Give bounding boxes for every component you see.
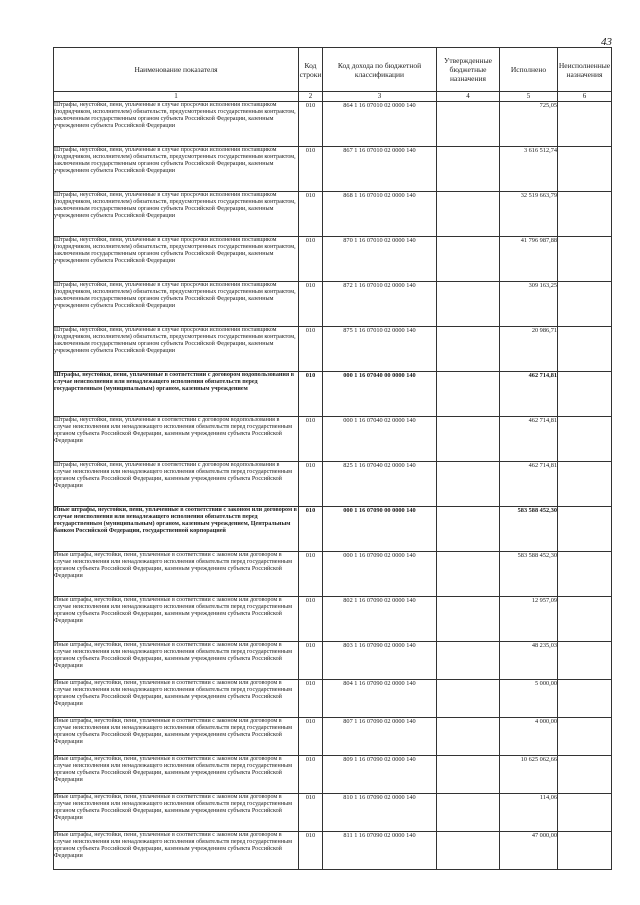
row-line-code: 010 [299,102,323,147]
row-unexecuted [558,552,612,597]
row-revenue-code: 000 1 16 07090 00 0000 140 [323,507,437,552]
row-line-code: 010 [299,282,323,327]
row-revenue-code: 825 1 16 07040 02 0000 140 [323,462,437,507]
column-number: 6 [558,92,612,102]
row-unexecuted [558,462,612,507]
row-name: Штрафы, неустойки, пени, уплаченные в случае просрочки исполнения поставщиком (подрядчиком, исполнителем) обязательств, предусмотренных государственным контрактом, заключенным государственным органом субъекта Российской Федерации, казенным учреждением субъекта Российской Федерации [54,282,299,327]
row-line-code: 010 [299,718,323,756]
row-budget [437,794,500,832]
row-budget [437,718,500,756]
table-row [54,417,612,462]
page-number: 43 [601,36,612,48]
column-number: 3 [323,92,437,102]
row-executed: 3 616 512,74 [500,147,558,192]
header-line: Код строки [299,48,323,92]
row-executed: 10 625 062,66 [500,756,558,794]
row-line-code: 010 [299,327,323,372]
row-revenue-code: 810 1 16 07090 02 0000 140 [323,794,437,832]
table-row [54,756,612,794]
row-revenue-code: 804 1 16 07090 02 0000 140 [323,680,437,718]
table-row [54,832,612,870]
row-revenue-code: 867 1 16 07010 02 0000 140 [323,147,437,192]
row-budget [437,192,500,237]
table-row [54,718,612,756]
revenue-table [53,47,612,870]
row-line-code: 010 [299,832,323,870]
row-unexecuted [558,237,612,282]
row-line-code: 010 [299,680,323,718]
row-executed: 583 588 452,30 [500,507,558,552]
row-name: Иные штрафы, неустойки, пени, уплаченные в соответствии с законом или договором в случае неисполнения или ненадлежащего исполнения обязательств перед государственным органом субъекта Российской Федерации, казенным учреждением субъекта Российской Федерации [54,680,299,718]
row-revenue-code: 870 1 16 07010 02 0000 140 [323,237,437,282]
header-code: Код дохода по бюджетной классификации [323,48,437,92]
row-budget [437,680,500,718]
row-line-code: 010 [299,462,323,507]
row-name: Штрафы, неустойки, пени, уплаченные в соответствии с договором водопользования в случае неисполнения или ненадлежащего исполнения обязательств перед государственным (муниципальным) органом, казенным учреждением [54,372,299,417]
row-revenue-code: 811 1 16 07090 02 0000 140 [323,832,437,870]
row-budget [437,552,500,597]
table-row [54,192,612,237]
table-row [54,237,612,282]
row-revenue-code: 868 1 16 07010 02 0000 140 [323,192,437,237]
row-revenue-code: 000 1 16 07040 00 0000 140 [323,372,437,417]
table-row [54,642,612,680]
row-unexecuted [558,794,612,832]
row-line-code: 010 [299,507,323,552]
row-name: Иные штрафы, неустойки, пени, уплаченные в соответствии с законом или договором в случае неисполнения или ненадлежащего исполнения обязательств перед государственным органом субъекта Российской Федерации, казенным учреждением субъекта Российской Федерации [54,642,299,680]
header-name: Наименование показателя [54,48,299,92]
row-name: Штрафы, неустойки, пени, уплаченные в случае просрочки исполнения поставщиком (подрядчиком, исполнителем) обязательств, предусмотренных государственным контрактом, заключенным государственным органом субъекта Российской Федерации, казенным учреждением субъекта Российской Федерации [54,102,299,147]
row-executed: 725,05 [500,102,558,147]
row-executed: 462 714,81 [500,372,558,417]
row-name: Иные штрафы, неустойки, пени, уплаченные в соответствии с законом или договором в случае неисполнения или ненадлежащего исполнения обязательств перед государственным органом субъекта Российской Федерации, казенным учреждением субъекта Российской Федерации [54,552,299,597]
row-line-code: 010 [299,552,323,597]
row-line-code: 010 [299,756,323,794]
row-revenue-code: 000 1 16 07040 02 0000 140 [323,417,437,462]
row-unexecuted [558,642,612,680]
column-number: 4 [437,92,500,102]
row-line-code: 010 [299,147,323,192]
row-executed: 32 519 663,79 [500,192,558,237]
row-revenue-code: 803 1 16 07090 02 0000 140 [323,642,437,680]
row-name: Иные штрафы, неустойки, пени, уплаченные в соответствии с законом или договором в случае неисполнения или ненадлежащего исполнения обязательств перед государственным органом субъекта Российской Федерации, казенным учреждением субъекта Российской Федерации [54,794,299,832]
row-unexecuted [558,372,612,417]
row-budget [437,372,500,417]
row-unexecuted [558,680,612,718]
table-row [54,282,612,327]
row-name: Штрафы, неустойки, пени, уплаченные в соответствии с договором водопользования в случае неисполнения или ненадлежащего исполнения обязательств перед государственным органом субъекта Российской Федерации, казенным учреждением субъекта Российской Федерации [54,462,299,507]
row-line-code: 010 [299,417,323,462]
header-row [54,48,612,92]
header-done: Исполнено [500,48,558,92]
row-executed: 20 986,71 [500,327,558,372]
row-executed: 462 714,81 [500,417,558,462]
row-budget [437,756,500,794]
row-executed: 5 000,00 [500,680,558,718]
column-number-row [54,92,612,102]
row-budget [437,327,500,372]
row-unexecuted [558,282,612,327]
row-executed: 4 000,00 [500,718,558,756]
row-executed: 47 000,00 [500,832,558,870]
table-row [54,327,612,372]
table-row [54,462,612,507]
header-budget: Утвержденные бюджетные назначения [437,48,500,92]
row-executed: 41 796 987,88 [500,237,558,282]
row-unexecuted [558,102,612,147]
row-unexecuted [558,756,612,794]
row-name: Иные штрафы, неустойки, пени, уплаченные в соответствии с законом или договором в случае неисполнения или ненадлежащего исполнения обязательств перед государственным органом субъекта Российской Федерации, казенным учреждением субъекта Российской Федерации [54,718,299,756]
row-line-code: 010 [299,372,323,417]
row-revenue-code: 802 1 16 07090 02 0000 140 [323,597,437,642]
row-unexecuted [558,507,612,552]
row-revenue-code: 875 1 16 07010 02 0000 140 [323,327,437,372]
column-number: 5 [500,92,558,102]
row-budget [437,237,500,282]
row-revenue-code: 864 1 16 07010 02 0000 140 [323,102,437,147]
row-line-code: 010 [299,597,323,642]
row-unexecuted [558,147,612,192]
row-budget [437,417,500,462]
row-name: Штрафы, неустойки, пени, уплаченные в случае просрочки исполнения поставщиком (подрядчиком, исполнителем) обязательств, предусмотренных государственным контрактом, заключенным государственным органом субъекта Российской Федерации, казенным учреждением субъекта Российской Федерации [54,327,299,372]
row-executed: 583 588 452,30 [500,552,558,597]
row-budget [437,147,500,192]
table-row [54,552,612,597]
row-name: Иные штрафы, неустойки, пени, уплаченные в соответствии с законом или договором в случае неисполнения или ненадлежащего исполнения обязательств перед государственным органом субъекта Российской Федерации, казенным учреждением субъекта Российской Федерации [54,832,299,870]
row-executed: 462 714,81 [500,462,558,507]
row-name: Штрафы, неустойки, пени, уплаченные в соответствии с договором водопользования в случае неисполнения или ненадлежащего исполнения обязательств перед государственным органом субъекта Российской Федерации, казенным учреждением субъекта Российской Федерации [54,417,299,462]
row-revenue-code: 872 1 16 07010 02 0000 140 [323,282,437,327]
row-unexecuted [558,327,612,372]
row-budget [437,282,500,327]
row-line-code: 010 [299,642,323,680]
row-executed: 114,06 [500,794,558,832]
row-name: Штрафы, неустойки, пени, уплаченные в случае просрочки исполнения поставщиком (подрядчиком, исполнителем) обязательств, предусмотренных государственным контрактом, заключенным государственным органом субъекта Российской Федерации, казенным учреждением субъекта Российской Федерации [54,192,299,237]
column-number: 1 [54,92,299,102]
row-budget [437,462,500,507]
row-budget [437,102,500,147]
table-row [54,597,612,642]
row-name: Иные штрафы, неустойки, пени, уплаченные в соответствии с законом или договором в случае неисполнения или ненадлежащего исполнения обязательств перед государственным (муниципальным) органом, казенным учреждением, Центральным банком Российской Федерации, государственной корпорацией [54,507,299,552]
row-name: Штрафы, неустойки, пени, уплаченные в случае просрочки исполнения поставщиком (подрядчиком, исполнителем) обязательств, предусмотренных государственным контрактом, заключенным государственным органом субъекта Российской Федерации, казенным учреждением субъекта Российской Федерации [54,147,299,192]
row-budget [437,597,500,642]
row-unexecuted [558,718,612,756]
row-name: Штрафы, неустойки, пени, уплаченные в случае просрочки исполнения поставщиком (подрядчиком, исполнителем) обязательств, предусмотренных государственным контрактом, заключенным государственным органом субъекта Российской Федерации, казенным учреждением субъекта Российской Федерации [54,237,299,282]
table-row [54,147,612,192]
table-row [54,507,612,552]
row-name: Иные штрафы, неустойки, пени, уплаченные в соответствии с законом или договором в случае неисполнения или ненадлежащего исполнения обязательств перед государственным органом субъекта Российской Федерации, казенным учреждением субъекта Российской Федерации [54,756,299,794]
row-budget [437,832,500,870]
row-unexecuted [558,597,612,642]
row-budget [437,642,500,680]
row-revenue-code: 807 1 16 07090 02 0000 140 [323,718,437,756]
row-executed: 12 957,09 [500,597,558,642]
row-executed: 48 235,03 [500,642,558,680]
header-undone: Неисполненные назначения [558,48,612,92]
row-name: Иные штрафы, неустойки, пени, уплаченные в соответствии с законом или договором в случае неисполнения или ненадлежащего исполнения обязательств перед государственным органом субъекта Российской Федерации, казенным учреждением субъекта Российской Федерации [54,597,299,642]
row-revenue-code: 000 1 16 07090 02 0000 140 [323,552,437,597]
row-unexecuted [558,417,612,462]
row-line-code: 010 [299,237,323,282]
row-unexecuted [558,192,612,237]
row-budget [437,507,500,552]
row-unexecuted [558,832,612,870]
table-row [54,794,612,832]
table-row [54,372,612,417]
column-number: 2 [299,92,323,102]
row-line-code: 010 [299,192,323,237]
table-row [54,102,612,147]
row-revenue-code: 809 1 16 07090 02 0000 140 [323,756,437,794]
row-line-code: 010 [299,794,323,832]
table-row [54,680,612,718]
row-executed: 309 163,25 [500,282,558,327]
